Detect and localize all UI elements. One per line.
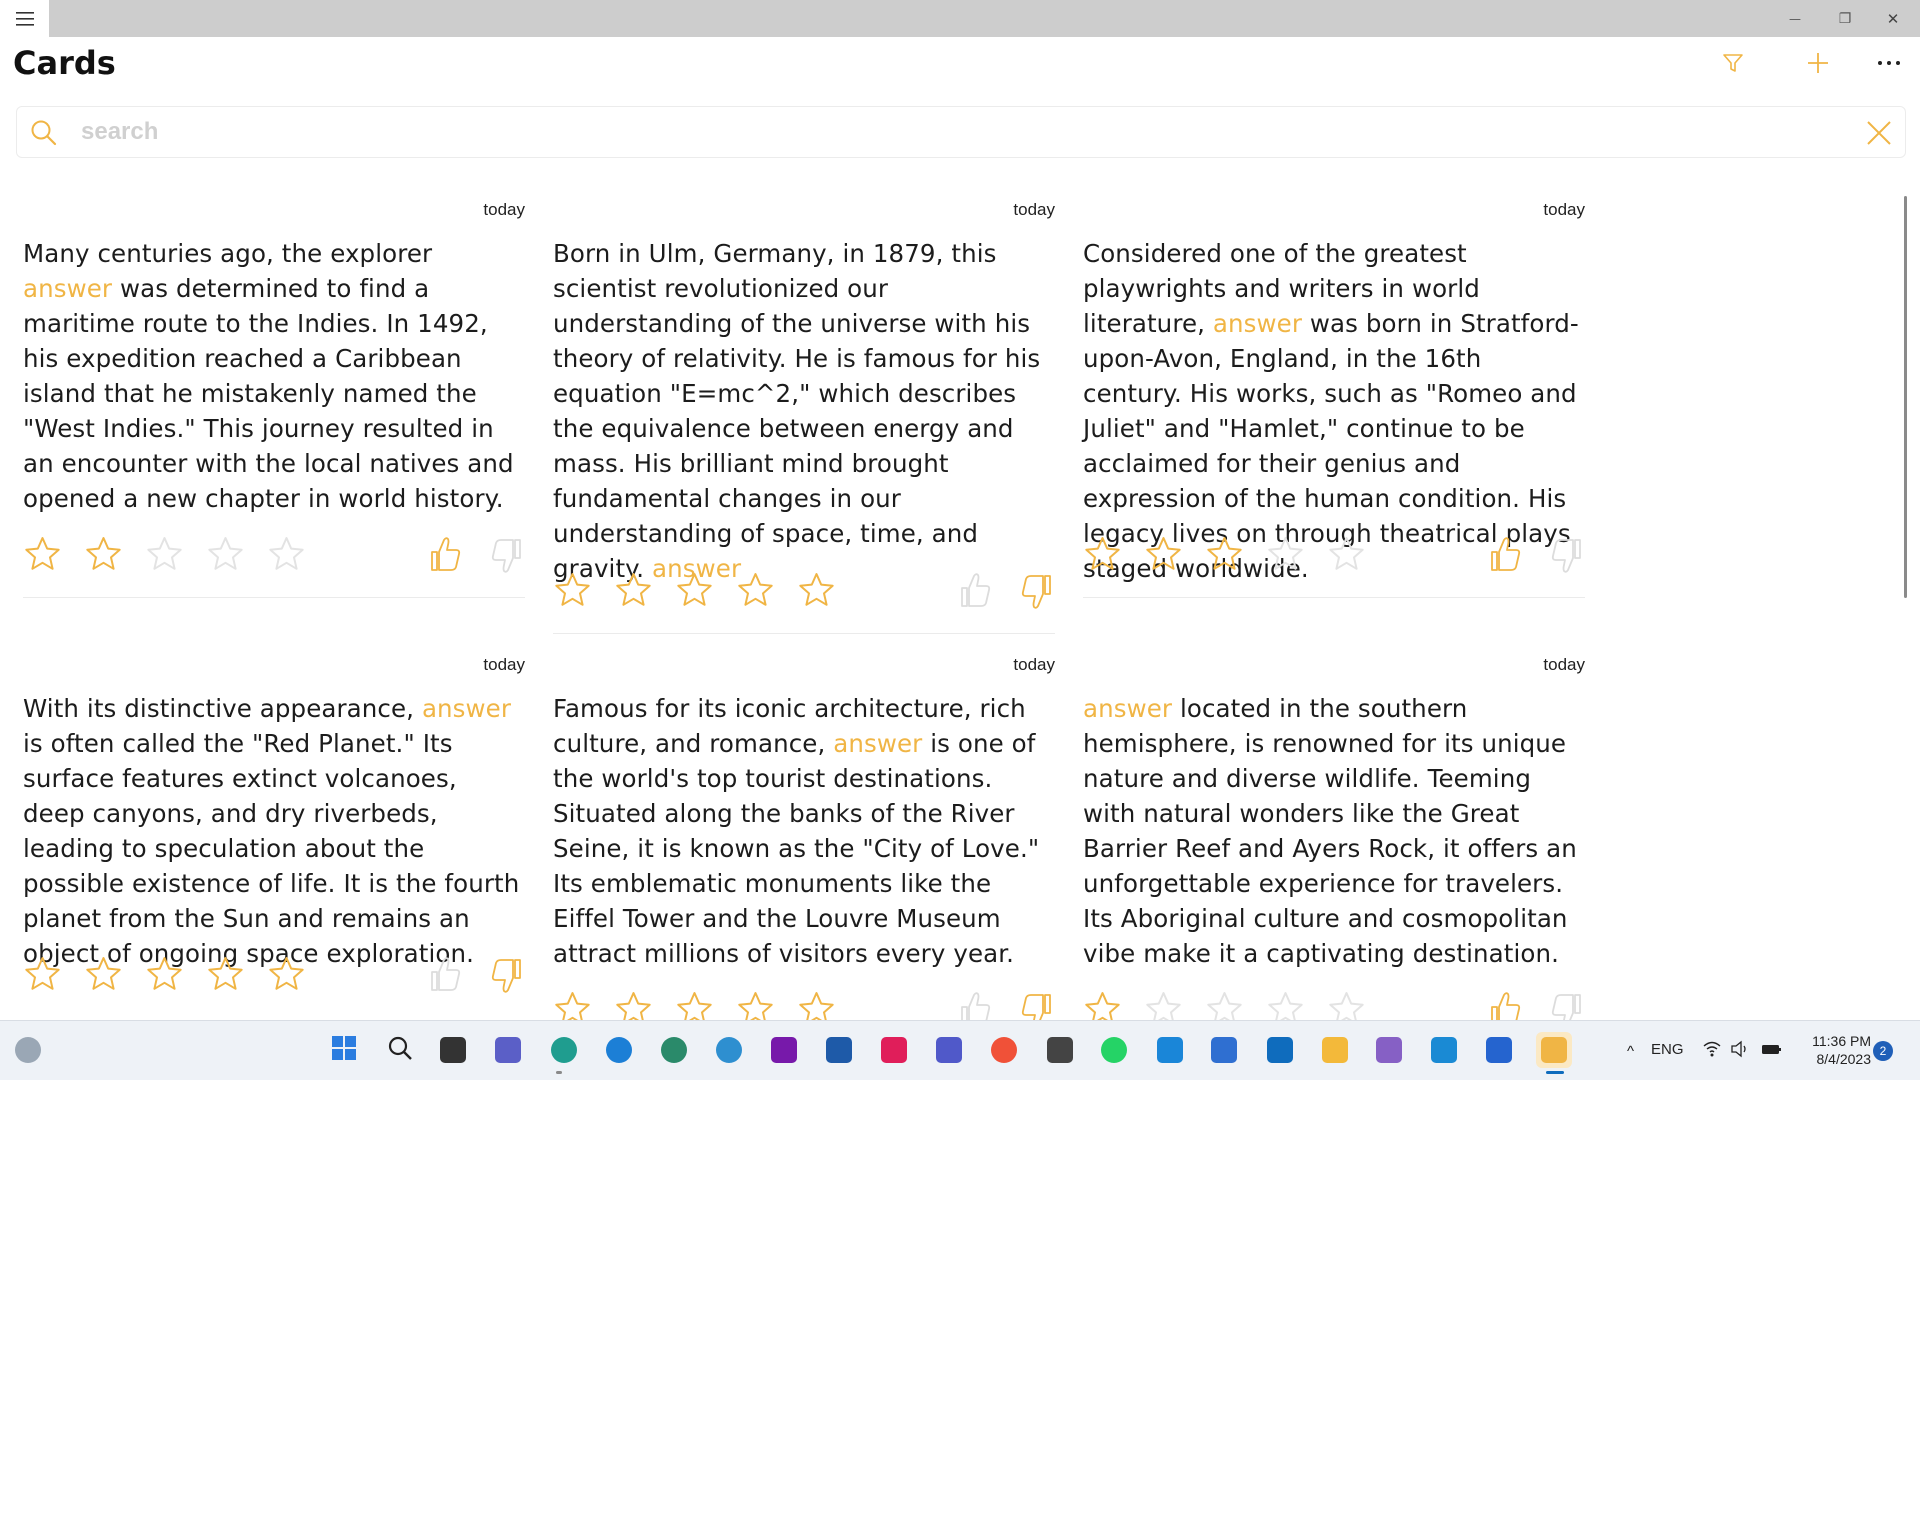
star-icon[interactable] <box>145 955 184 994</box>
vscode-icon[interactable] <box>1426 1032 1462 1068</box>
star-rating[interactable] <box>23 535 306 574</box>
card[interactable] <box>23 655 525 1535</box>
card-actions <box>1083 535 1585 579</box>
star-icon[interactable] <box>1266 535 1305 574</box>
card-date: today <box>1013 200 1055 219</box>
card-date: today <box>1013 655 1055 674</box>
vote-buttons <box>957 571 1055 611</box>
answer-link[interactable]: answer <box>833 729 923 758</box>
chevron-up-icon[interactable]: ^ <box>1627 1043 1635 1060</box>
close-icon <box>1865 119 1893 147</box>
question-text-segment: With its distinctive appearance, <box>23 694 422 723</box>
card-date: today <box>1543 200 1585 219</box>
clock-time: 11:36 PM <box>1812 1033 1871 1049</box>
card-question-text <box>23 691 525 971</box>
teams-icon[interactable] <box>931 1032 967 1068</box>
chat-icon[interactable] <box>490 1032 526 1068</box>
thumbs-down-icon[interactable] <box>1549 535 1585 575</box>
weather-icon[interactable] <box>10 1032 46 1068</box>
search-icon <box>29 118 59 152</box>
star-rating[interactable] <box>1083 535 1366 574</box>
thumbs-down-icon[interactable] <box>489 955 525 995</box>
clock-date: 8/4/2023 <box>1816 1051 1871 1067</box>
star-rating[interactable] <box>553 571 836 610</box>
filter-button[interactable] <box>1713 46 1753 80</box>
edge-canary-icon[interactable] <box>711 1032 747 1068</box>
star-icon[interactable] <box>84 535 123 574</box>
card-actions <box>553 571 1055 615</box>
cards-app-icon[interactable] <box>1536 1032 1572 1068</box>
star-icon[interactable] <box>553 571 592 610</box>
battery-icon[interactable] <box>1760 1040 1784 1062</box>
close-window-button[interactable] <box>1866 0 1920 37</box>
search-box <box>16 106 1906 158</box>
visual-studio-icon[interactable] <box>1371 1032 1407 1068</box>
taskbar-running-indicator <box>556 1071 562 1074</box>
todo-icon[interactable] <box>1481 1032 1517 1068</box>
card-question-text <box>23 236 525 516</box>
question-text-segment: Born in Ulm, Germany, in 1879, this scientist revolutionized our understanding of the universe with his theory of relativity. He is famous for his equation "E=mc^2," which describes the equivalence between energy and mass. His brilliant mind brought fundamental changes in our understanding of space, time, and gravity. <box>553 239 1041 583</box>
thumbs-down-icon[interactable] <box>489 535 525 575</box>
wifi-icon[interactable] <box>1702 1040 1722 1062</box>
card-divider <box>553 633 1055 634</box>
add-card-button[interactable] <box>1798 46 1838 80</box>
question-text-segment: is one of the world's top tourist destinations. Situated along the banks of the River Seine, it is known as the "City of Love." Its emblematic monuments like the Eiffel Tower and the Louvre Museum attract millions of visitors every year. <box>553 729 1040 968</box>
star-icon[interactable] <box>1205 535 1244 574</box>
restore-icon: ❐ <box>1838 10 1852 27</box>
clear-search-button[interactable] <box>1863 117 1895 149</box>
star-icon[interactable] <box>614 571 653 610</box>
minimize-button[interactable] <box>1768 0 1822 37</box>
plus-icon <box>1806 51 1830 75</box>
card[interactable] <box>1083 655 1585 1535</box>
answer-link[interactable]: answer <box>23 274 113 303</box>
vote-buttons <box>1487 535 1585 575</box>
minimize-icon: — <box>1789 11 1801 26</box>
card-question-text <box>553 236 1055 586</box>
card-question-text <box>553 691 1055 971</box>
thumbs-up-icon[interactable] <box>1487 535 1523 575</box>
vertical-scrollbar[interactable] <box>1904 196 1907 598</box>
question-text-segment: Famous for its iconic architecture, rich culture, and romance, <box>553 694 1026 758</box>
answer-link[interactable]: answer <box>652 554 742 583</box>
star-icon[interactable] <box>267 955 306 994</box>
card-date: today <box>483 200 525 219</box>
card-divider <box>23 597 525 598</box>
file-explorer-icon[interactable] <box>1317 1032 1353 1068</box>
notepad-icon[interactable] <box>1206 1032 1242 1068</box>
translator-icon[interactable] <box>1042 1032 1078 1068</box>
defender-icon[interactable] <box>821 1032 857 1068</box>
answer-link[interactable]: answer <box>421 694 512 723</box>
volume-icon[interactable] <box>1730 1040 1750 1062</box>
card-date: today <box>1543 655 1585 674</box>
title-bar <box>0 0 1920 37</box>
answer-link[interactable]: answer <box>1212 309 1302 338</box>
clock[interactable] <box>1797 1032 1871 1068</box>
search-input[interactable] <box>81 115 1781 149</box>
thumbs-down-icon[interactable] <box>1019 571 1055 611</box>
question-text-segment: was born in Stratford-upon-Avon, England, in the 16th century. His works, such as "Romeo and Juliet" and "Hamlet," continue to be acclaimed for their genius and expression of the human condition. His legacy lives on through theatrical plays staged worldwide. <box>1083 309 1579 583</box>
star-icon[interactable] <box>23 955 62 994</box>
card-question-text <box>1083 236 1585 586</box>
task-view-icon[interactable] <box>435 1032 471 1068</box>
more-icon <box>1877 59 1901 67</box>
vote-buttons <box>427 535 525 575</box>
question-text-segment: was determined to find a maritime route to the Indies. In 1492, his expedition reached a Caribbean island that he mistakenly named the "West Indies." This journey resulted in an encounter with the local natives and opened a new chapter in world history. <box>23 274 514 513</box>
outlook-icon[interactable] <box>1262 1032 1298 1068</box>
edge-dev-icon[interactable] <box>656 1032 692 1068</box>
close-icon: ✕ <box>1886 9 1900 28</box>
thumbs-up-icon[interactable] <box>427 535 463 575</box>
maximize-button[interactable] <box>1818 0 1872 37</box>
card-question-text <box>1083 691 1585 971</box>
hamburger-menu-button[interactable] <box>0 0 49 37</box>
question-text-segment: Many centuries ago, the explorer <box>23 239 433 268</box>
language-indicator[interactable]: ENG <box>1651 1041 1684 1058</box>
star-icon[interactable] <box>1083 535 1122 574</box>
edge-beta-icon[interactable] <box>601 1032 637 1068</box>
question-text-segment: located in the southern hemisphere, is renowned for its unique nature and diverse wildlife. Teeming with natural wonders like the Great Barrier Reef and Ayers Rock, it offers an unforgettable experience for travelers. Its Aboriginal culture and cosmopolitan vibe make it a captivating destination. <box>1083 694 1577 968</box>
star-icon[interactable] <box>84 955 123 994</box>
taskbar-running-indicator <box>1546 1071 1564 1074</box>
question-text-segment: Considered one of the greatest playwrights and writers in world literature, <box>1083 239 1480 338</box>
edge-icon[interactable] <box>546 1032 582 1068</box>
star-icon[interactable] <box>206 955 245 994</box>
question-text-segment: is often called the "Red Planet." Its surface features extinct volcanoes, deep canyons, and dry riverbeds, leading to speculation about the possible existence of life. It is the fourth planet from the Sun and remains an object of ongoing space exploration. <box>23 729 520 968</box>
pen-icon[interactable] <box>1152 1032 1188 1068</box>
search-icon[interactable] <box>382 1032 418 1068</box>
slack-icon[interactable] <box>876 1032 912 1068</box>
star-icon[interactable] <box>797 571 836 610</box>
card-actions <box>23 955 525 999</box>
card-divider <box>1083 597 1585 598</box>
star-icon[interactable] <box>736 571 775 610</box>
star-icon[interactable] <box>675 571 714 610</box>
answer-link[interactable]: answer <box>1083 694 1173 723</box>
star-icon[interactable] <box>1144 535 1183 574</box>
more-options-button[interactable] <box>1869 46 1909 80</box>
star-icon[interactable] <box>23 535 62 574</box>
star-rating[interactable] <box>23 955 306 994</box>
page-title: Cards <box>13 44 116 82</box>
whatsapp-icon[interactable] <box>1096 1032 1132 1068</box>
star-icon[interactable] <box>145 535 184 574</box>
notification-badge[interactable]: 2 <box>1873 1041 1893 1061</box>
card-actions <box>23 535 525 579</box>
filter-icon <box>1721 51 1745 75</box>
start-icon[interactable] <box>326 1032 362 1068</box>
onenote-icon[interactable] <box>766 1032 802 1068</box>
star-icon[interactable] <box>1327 535 1366 574</box>
hamburger-icon <box>15 11 35 27</box>
card[interactable] <box>553 655 1055 1535</box>
vote-buttons <box>427 955 525 995</box>
star-icon[interactable] <box>206 535 245 574</box>
thumbs-up-icon[interactable] <box>427 955 463 995</box>
swift-icon[interactable] <box>986 1032 1022 1068</box>
thumbs-up-icon[interactable] <box>957 571 993 611</box>
star-icon[interactable] <box>267 535 306 574</box>
card-date: today <box>483 655 525 674</box>
